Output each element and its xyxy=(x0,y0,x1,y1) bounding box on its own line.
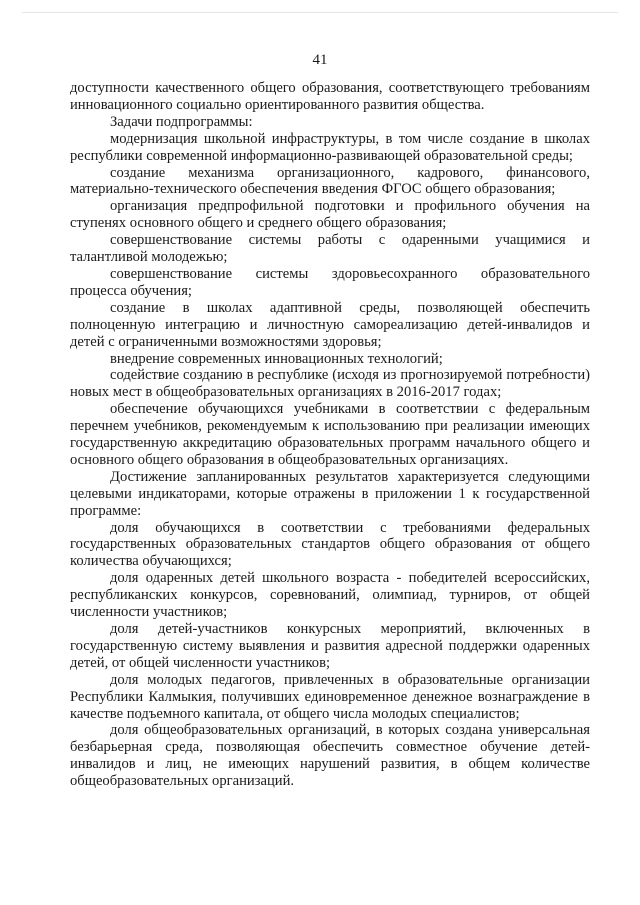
body-text xyxy=(70,80,590,790)
top-rule xyxy=(22,12,618,13)
task-item: организация предпрофильной подготовки и профильного обучения на ступенях основного общего и среднего общего образования; xyxy=(70,198,590,232)
task-item: внедрение современных инновационных технологий; xyxy=(110,350,443,367)
paragraph-tasks-heading: Задачи подпрограммы: xyxy=(110,113,253,130)
indicator-item: доля обучающихся в соответствии с требованиями федеральных государственных образовательных стандартов общего образования от общего количества обучающихся; xyxy=(70,519,590,570)
indicator-item: доля молодых педагогов, привлеченных в образовательные организации Республики Калмыкия, получивших единовременное денежное вознаграждение в качестве подъемного капитала, от общего числа молодых специалистов; xyxy=(70,671,590,722)
indicator-item: доля одаренных детей школьного возраста - победителей всероссийских, республиканских конкурсов, соревнований, олимпиад, турниров, от общей численности участников; xyxy=(70,570,590,621)
task-item: содействие созданию в республике (исходя из прогнозируемой потребности) новых мест в общеобразовательных организациях в 2016-2017 годах; xyxy=(70,367,590,401)
task-item: совершенствование системы здоровьесохранного образовательного процесса обучения; xyxy=(70,265,590,299)
task-item: модернизация школьной инфраструктуры, в том числе создание в школах республики современной информационно-развивающей образовательной среды; xyxy=(70,130,590,164)
task-item: совершенствование системы работы с одаренными учащимися и талантливой молодежью; xyxy=(70,232,590,266)
task-item: создание механизма организационного, кадрового, финансового, материально-технического обеспечения введения ФГОС общего образования; xyxy=(70,164,590,198)
task-item: обеспечение обучающихся учебниками в соответствии с федеральным перечнем учебников, рекомендуемым к использованию при реализации имеющих государственную аккредитацию образовательных программ начального общего и основного общего образования в общеобразовательных организациях. xyxy=(70,401,590,468)
page-number: 41 xyxy=(312,52,328,68)
paragraph-continuation: доступности качественного общего образования, соответствующего требованиям инновационного социально ориентированного развития общества. xyxy=(70,80,590,113)
task-item: создание в школах адаптивной среды, позволяющей обеспечить полноценную интеграцию и личностную самореализацию детей-инвалидов и детей с ограниченными возможностями здоровья; xyxy=(70,299,590,350)
indicator-item: доля общеобразовательных организаций, в которых создана универсальная безбарьерная среда, позволяющая обеспечить совместное обучение детей-инвалидов и лиц, не имеющих нарушений развития, в общем количестве общеобразовательных организаций. xyxy=(70,722,590,790)
paragraph-indicators-intro: Достижение запланированных результатов характеризуется следующими целевыми индикаторами, которые отражены в приложении 1 к государственной программе: xyxy=(70,468,590,519)
indicator-item: доля детей-участников конкурсных мероприятий, включенных в государственную систему выявления и развития адресной поддержки одаренных детей, от общей численности участников; xyxy=(70,621,590,671)
